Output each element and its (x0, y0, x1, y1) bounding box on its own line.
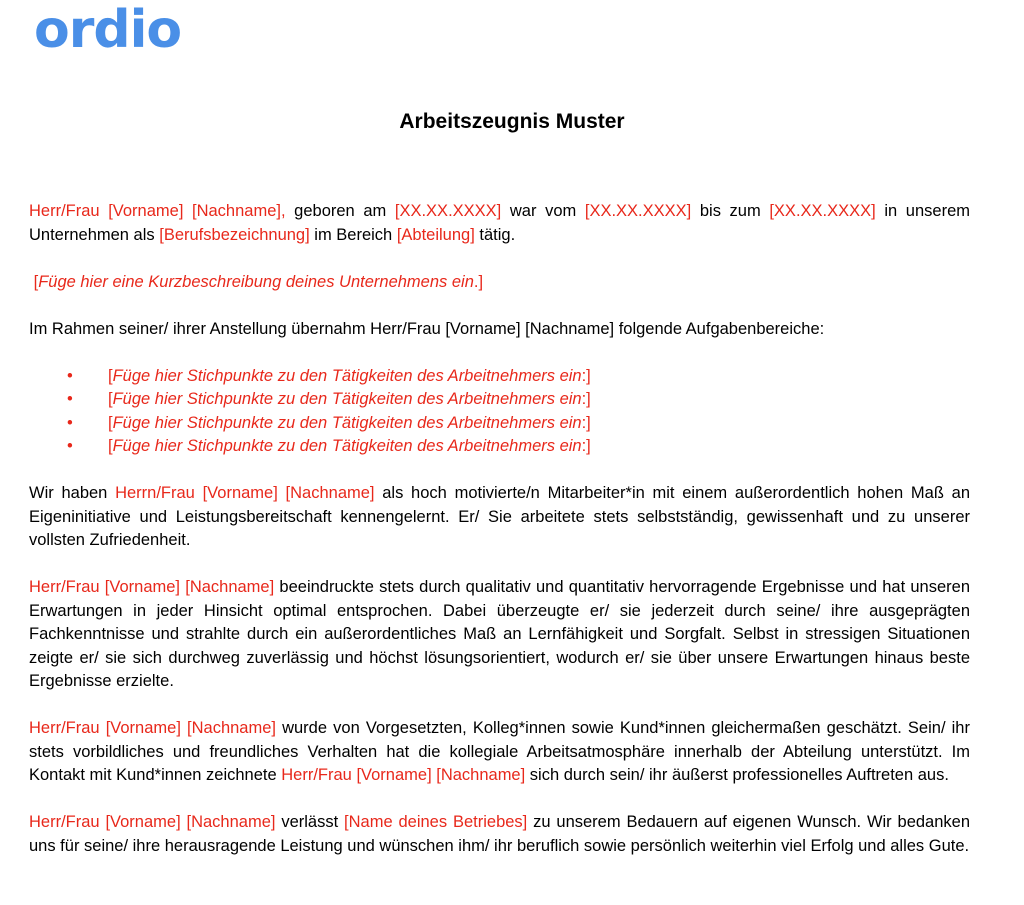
list-item (29, 365, 970, 389)
list-item (29, 435, 970, 459)
ordio-logo: ordio (34, 0, 182, 60)
bracket: [ (108, 437, 113, 455)
bracket: [ (108, 390, 113, 408)
task-text: Füge hier Stichpunkte zu den Tätigkeiten des Arbeitnehmers ein (112, 366, 582, 385)
placeholder-birthdate: [XX.XX.XXXX] (394, 202, 502, 220)
text: bis zum (699, 202, 761, 220)
text: in unserem Unternehmen als (29, 202, 970, 244)
bracket: [ (33, 272, 39, 291)
text: beeindruckte stets durch qualitativ und quantitativ hervorragende Ergebnisse und hat unseren Erwartungen in jeder Hinsicht optimal entsprochen. Dabei überzeugte er/ sie jederzeit durch seine/ ihre ausgeprägten Fachkenntnisse und strahlte durch ein außerordentliches Maß an Lernfähigkeit und Sorgfalt. Selbst in stressigen Situationen zeigte er/ sie sich durchweg zuverlässig und höchst lösungsorientiert, wodurch er/ sie über unsere Erwartungen hinaus beste Ergebnisse erzielte. (29, 578, 970, 690)
placeholder-job-title: [Berufsbezeichnung] (159, 225, 310, 244)
conduct-paragraph (29, 717, 970, 788)
bracket: [ (108, 413, 113, 432)
bracket: :] (581, 390, 591, 408)
text: tätig. (479, 225, 516, 244)
bracket: [ (108, 366, 113, 385)
placeholder-department: [Abteilung] (396, 225, 475, 244)
placeholder-name: Herr/Frau [Vorname] [Nachname] (29, 578, 275, 596)
bracket: :] (581, 366, 591, 385)
tasks-intro: Im Rahmen seiner/ ihrer Anstellung übernahm Herr/Frau [Vorname] [Nachname] folgende Aufgabenbereiche: (29, 319, 825, 338)
list-item (29, 412, 970, 436)
bullet-icon: • (67, 366, 73, 385)
task-text: Füge hier Stichpunkte zu den Tätigkeiten des Arbeitnehmers ein (112, 413, 582, 432)
task-text: Füge hier Stichpunkte zu den Tätigkeiten des Arbeitnehmers ein (112, 390, 582, 408)
document-body (29, 200, 970, 882)
text: zu unserem Bedauern auf eigenen Wunsch. Wir bedanken uns für seine/ ihre herausragende Leistung und wünschen ihm/ ihr beruflich sowie persönlich weiterhin viel Erfolg und alles Gute. (29, 813, 971, 855)
bullet-icon: • (67, 413, 73, 432)
company-description-placeholder (29, 271, 970, 295)
placeholder-start-date: [XX.XX.XXXX] (584, 202, 692, 220)
company-description-text: Füge hier eine Kurzbeschreibung deines Unternehmens ein (38, 272, 474, 291)
document-title: Arbeitszeugnis Muster (399, 110, 625, 133)
text: als hoch motivierte/n Mitarbeiter*in mit einem außerordentlich hohen Maß an Eigeninitiative und Leistungsbereitschaft kennengelernt. Er/ Sie arbeitete stets selbstständig, gewissenhaft und zu unserer vollsten Zufriedenheit. (29, 484, 970, 549)
placeholder-name: Herr/Frau [Vorname] [Nachname] (29, 719, 276, 737)
bracket: .] (473, 272, 484, 291)
text: verlässt (281, 813, 339, 831)
intro-paragraph (29, 200, 970, 247)
bullet-icon: • (67, 390, 73, 408)
text: war vom (509, 202, 577, 220)
bracket: :] (581, 437, 591, 455)
performance-paragraph (29, 576, 970, 694)
task-text: Füge hier Stichpunkte zu den Tätigkeiten des Arbeitnehmers ein (112, 437, 582, 455)
evaluation-paragraph (29, 482, 970, 553)
bullet-icon: • (67, 437, 73, 455)
closing-paragraph (29, 811, 970, 858)
text: im Bereich (314, 225, 393, 244)
text: Wir haben (29, 484, 108, 502)
placeholder-name: Herr/Frau [Vorname] [Nachname] (29, 813, 276, 831)
task-list (29, 365, 970, 459)
text: sich durch sein/ ihr äußerst professionelles Auftreten aus. (529, 766, 949, 784)
placeholder-name: Herr/Frau [Vorname] [Nachname], (29, 202, 286, 220)
bracket: :] (581, 413, 591, 432)
placeholder-name: Herrn/Frau [Vorname] [Nachname] (115, 484, 375, 502)
placeholder-name: Herr/Frau [Vorname] [Nachname] (281, 766, 526, 784)
list-item (29, 388, 970, 412)
placeholder-company: [Name deines Betriebes] (344, 813, 528, 831)
text: geboren am (294, 202, 387, 220)
placeholder-end-date: [XX.XX.XXXX] (769, 202, 876, 220)
text: wurde von Vorgesetzten, Kolleg*innen sowie Kund*innen gleichermaßen geschätzt. Sein/ ihr stets vorbildliches und freundliches Verhalten hat die kollegiale Arbeitsatmosphäre innerhalb der Abteilung unterstützt. Im Kontakt mit Kund*innen zeichnete (29, 719, 970, 784)
